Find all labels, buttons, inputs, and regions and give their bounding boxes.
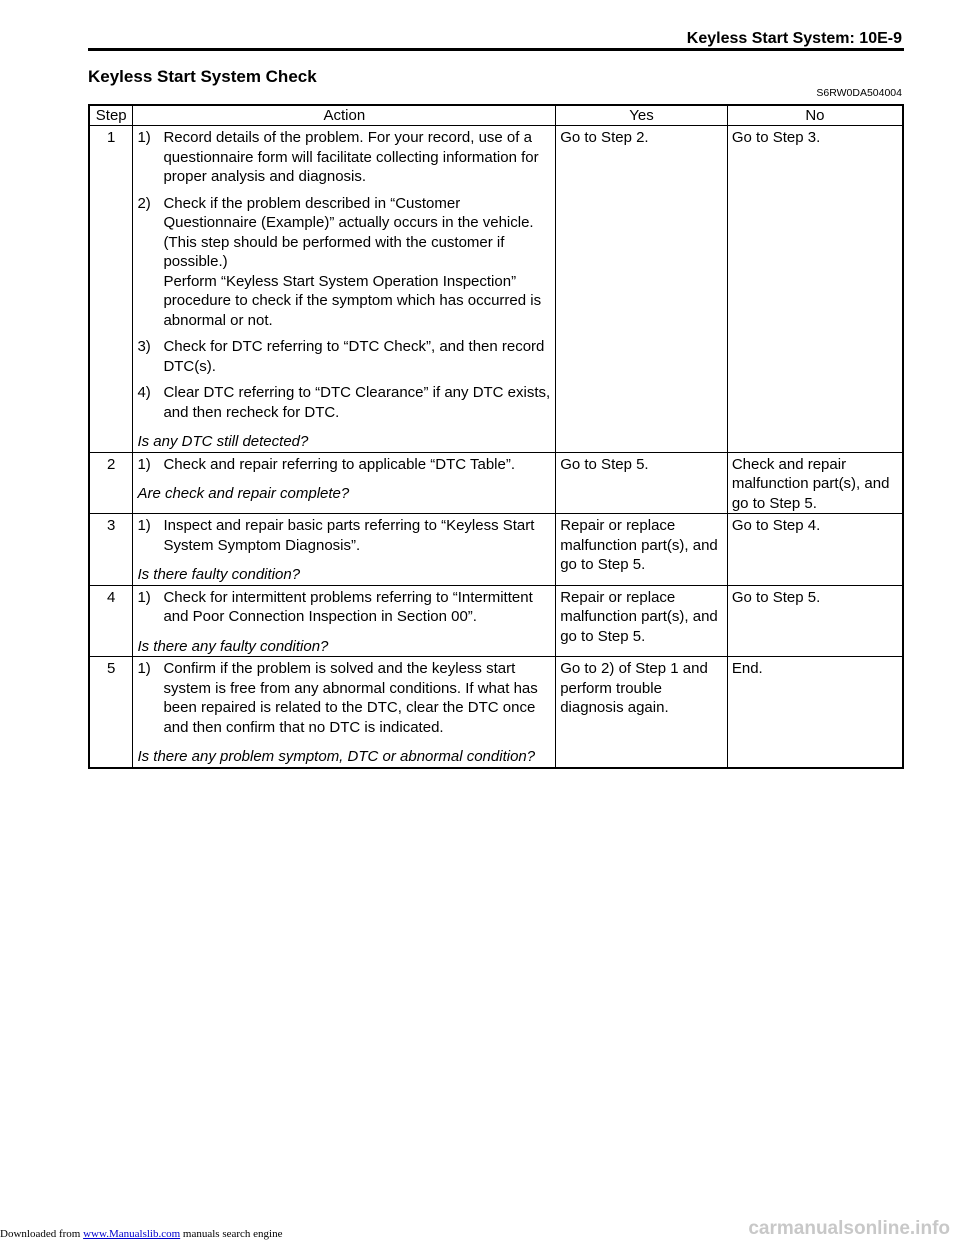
action-item-text: Inspect and repair basic parts referring to “Keyless Start System Symptom Diagnosis”. (163, 517, 535, 554)
page-header-title: Keyless Start System: 10E-9 (686, 30, 902, 47)
action-question: Is there faulty condition? (137, 566, 301, 583)
action-question: Are check and repair complete? (137, 485, 350, 502)
action-cell (133, 452, 556, 514)
yes-cell: Repair or replace malfunction part(s), and go to Step 5. (556, 585, 728, 657)
action-item-number: 4) (137, 384, 151, 401)
action-item-number: 1) (137, 129, 151, 146)
action-question: Is there any faulty condition? (137, 637, 329, 655)
action-item-number: 1) (137, 588, 151, 606)
action-item-text: Check and repair referring to applicable “DTC Table”. (163, 455, 515, 473)
action-cell (133, 585, 556, 657)
step-number: 1 (89, 126, 133, 453)
action-item (137, 383, 551, 422)
check-table (88, 104, 904, 769)
action-item-text-continued: Perform “Keyless Start System Operation Inspection” procedure to check if the symptom which has occurred is abnormal or not. (163, 272, 542, 329)
yes-cell: Repair or replace malfunction part(s), and go to Step 5. (556, 514, 728, 586)
watermark: carmanualsonline.info (748, 1218, 950, 1239)
header-step: Step (89, 105, 133, 126)
yes-cell: Go to Step 2. (556, 126, 728, 453)
action-item-text: Confirm if the problem is solved and the keyless start system is free from any abnormal conditions. If what has been repaired is related to the DTC, clear the DTC once and then confirm that no DTC is indicated. (163, 660, 538, 736)
table-row (89, 126, 903, 453)
yes-cell: Go to 2) of Step 1 and perform trouble diagnosis again. (556, 657, 728, 768)
table-row (89, 452, 903, 514)
action-item-number: 1) (137, 517, 151, 534)
table-row (89, 585, 903, 657)
action-item-text: Check for intermittent problems referring to “Intermittent and Poor Connection Inspection in Section 00”. (163, 588, 533, 625)
no-cell: Go to Step 4. (727, 514, 903, 586)
step-number: 2 (89, 452, 133, 514)
action-cell (133, 514, 556, 586)
action-item (137, 588, 551, 627)
header-no: No (727, 105, 903, 126)
no-cell: Check and repair malfunction part(s), and go to Step 5. (727, 452, 903, 514)
table-row (89, 514, 903, 586)
table-header-row (89, 105, 903, 126)
action-item (137, 128, 551, 187)
action-item-number: 3) (137, 338, 151, 355)
action-item-text: Clear DTC referring to “DTC Clearance” if any DTC exists, and then recheck for DTC. (163, 384, 551, 421)
step-number: 5 (89, 657, 133, 768)
step-number: 3 (89, 514, 133, 586)
page-header (88, 4, 904, 51)
action-item-text: Check for DTC referring to “DTC Check”, and then record DTC(s). (163, 338, 545, 375)
action-item (137, 194, 551, 331)
table-row (89, 657, 903, 768)
action-item (137, 455, 551, 475)
action-question: Is any DTC still detected? (137, 433, 309, 450)
action-item-text-block (163, 194, 551, 331)
action-cell (133, 657, 556, 768)
action-item (137, 337, 551, 376)
section-code: S6RW0DA504004 (816, 87, 902, 99)
no-cell: Go to Step 5. (727, 585, 903, 657)
footer-suffix: manuals search engine (180, 1228, 283, 1240)
header-yes: Yes (556, 105, 728, 126)
action-cell (133, 126, 556, 453)
footer-prefix: Downloaded from (0, 1228, 84, 1240)
action-item (137, 516, 551, 555)
action-item (137, 659, 551, 737)
no-cell: End. (727, 657, 903, 768)
yes-cell: Go to Step 5. (556, 452, 728, 514)
header-action: Action (133, 105, 556, 126)
manualslib-link[interactable]: www.Manualslib.com (83, 1228, 181, 1240)
step-number: 4 (89, 585, 133, 657)
download-footer (0, 1228, 282, 1240)
action-question: Is there any problem symptom, DTC or abnormal condition? (137, 748, 536, 765)
action-item-number: 2) (137, 194, 151, 212)
action-item-text: Check if the problem described in “Customer Questionnaire (Example)” actually occurs in the vehicle. (This step should be performed with the customer if possible.) (163, 194, 534, 270)
section-title: Keyless Start System Check (88, 67, 317, 86)
action-item-number: 1) (137, 455, 151, 473)
action-item-number: 1) (137, 660, 151, 677)
action-item-text: Record details of the problem. For your record, use of a questionnaire form will facilitate collecting information for proper analysis and diagnosis. (163, 129, 539, 185)
no-cell: Go to Step 3. (727, 126, 903, 453)
